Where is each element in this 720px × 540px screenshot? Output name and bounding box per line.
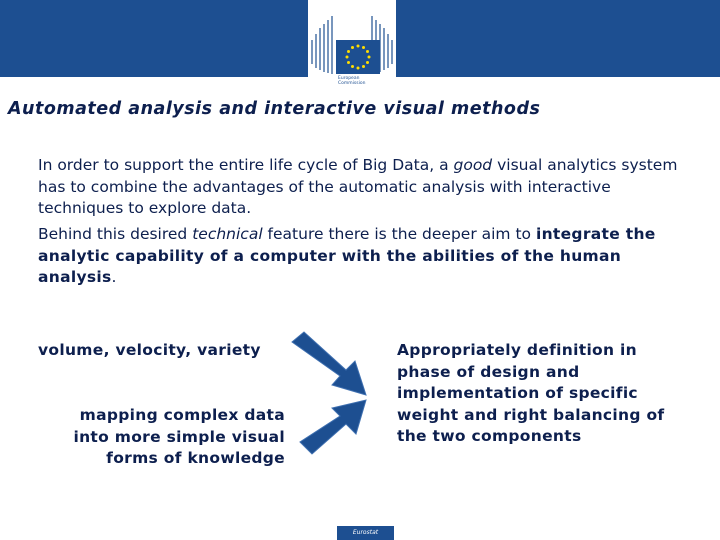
- logo-caption-line1: European: [338, 76, 360, 81]
- slide-title: Automated analysis and interactive visual methods: [8, 99, 541, 119]
- label-appropriately-definition: Appropriately definition in phase of design and implementation of specific weight and right balancing of the two components: [397, 341, 665, 445]
- label-mapping-complex-data: mapping complex data into more simple visual forms of knowledge: [73, 406, 285, 467]
- paragraph-2-text-b: feature there is the deeper aim to: [262, 225, 536, 243]
- paragraph-2-text-a: Behind this desired: [38, 225, 193, 243]
- logo-caption: [338, 76, 394, 86]
- european-commission-logo: [308, 0, 396, 100]
- paragraph-2-emphasis: technical: [192, 225, 263, 243]
- arrow-up-right-icon: [300, 400, 366, 454]
- paragraph-1-emphasis: good: [453, 156, 493, 174]
- eurostat-label: Eurostat: [352, 529, 379, 536]
- arrows-diagram: [290, 330, 395, 460]
- eurostat-tag: [337, 526, 394, 540]
- paragraph-1-text-a: In order to support the entire life cycle of Big Data, a: [38, 156, 454, 174]
- paragraph-1: [38, 155, 678, 220]
- paragraph-1-text-b: visual analytics system has to combine the advantages of the automatic analysis with interactive techniques to explore data.: [38, 156, 678, 217]
- paragraph-2-end: .: [111, 268, 117, 286]
- arrow-down-right-icon: [292, 332, 366, 395]
- paragraph-2: [38, 224, 678, 289]
- logo-caption-line2: Commission: [338, 81, 366, 86]
- label-volume-velocity-variety: volume, velocity, variety: [38, 341, 261, 359]
- paragraph-2-bold: integrate the analytic capability of a computer with the abilities of the human analysis: [38, 225, 656, 286]
